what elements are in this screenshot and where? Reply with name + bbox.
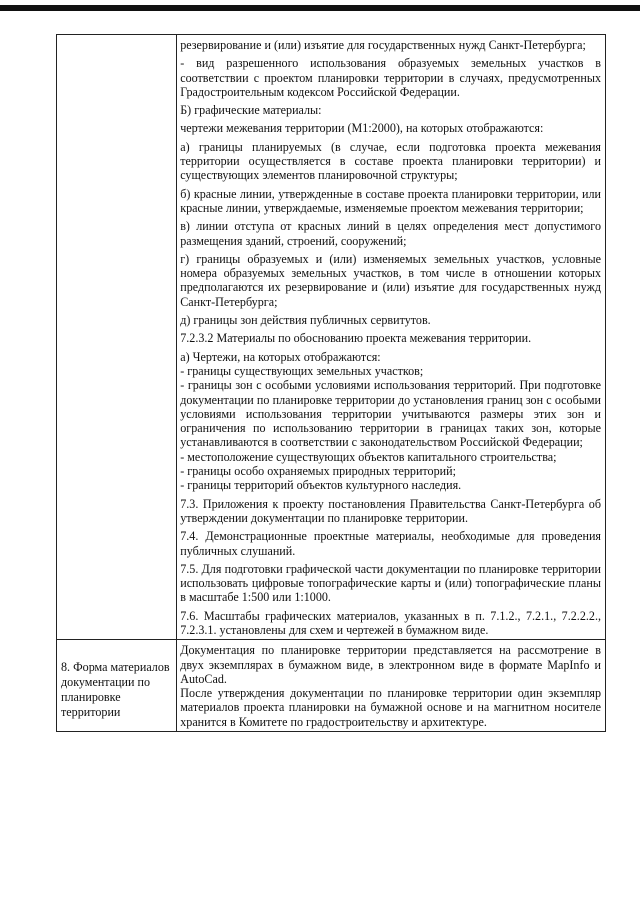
paragraph: - вид разрешенного использования образуемых земельных участков в соответствии с проектом планировки территории в случаях, предусмотренных Градостроительным кодексом Российской Федерации. — [180, 56, 601, 99]
paragraph: Б) графические материалы: — [180, 103, 322, 118]
terms-table — [56, 34, 606, 732]
paragraph: резервирование и (или) изъятие для государственных нужд Санкт-Петербурга; — [180, 38, 586, 52]
header-rule — [0, 5, 640, 11]
list-item: - границы существующих земельных участков; — [180, 363, 424, 378]
paragraph: 7.5. Для подготовки графической части документации по планировке территории использовать цифровые топографические карты и (или) топографические планы в масштабе 1:500 или 1:1000. — [180, 561, 601, 605]
section-heading: 7.2.3.2 Материалы по обоснованию проекта межевания территории. — [180, 331, 532, 346]
row-content-cell — [177, 35, 606, 640]
paragraph: чертежи межевания территории (М1:2000), на которых отображаются: — [180, 121, 544, 136]
paragraph: После утверждения документации по планировке территории один экземпляр материалов проекта планировки на бумажной основе и на магнитном носителе хранится в Комитете по градостроительству и архитектуре. — [180, 686, 601, 729]
list-item: - границы зон с особыми условиями использования территорий. При подготовке документации по планировке территории до установления границ зон с особыми условиями использования территории учитываются размеры этих зон и ограничения по использованию территории в границах таких зон, которые устанавливаются в соответствии с законодательством Российской Федерации; — [180, 378, 601, 450]
list-item: - границы территорий объектов культурного наследия. — [180, 478, 462, 493]
table-row — [57, 640, 606, 732]
paragraph: в) линии отступа от красных линий в целях определения мест допустимого размещения зданий, строений, сооружений; — [180, 219, 601, 248]
paragraph: г) границы образуемых и (или) изменяемых земельных участков, условные номера образуемых земельных участков, в том числе в отношении которых предполагаются их резервирование и (или) изъятие для государственных нужд Санкт-Петербурга; — [180, 251, 601, 309]
row-label-cell — [57, 35, 177, 640]
list-item: - границы особо охраняемых природных территорий; — [180, 464, 456, 479]
row-label: 8. Форма материалов документации по планировке территории — [61, 660, 170, 720]
paragraph: Документация по планировке территории представляется на рассмотрение в двух экземплярах в бумажном виде, в электронном виде в формате MapInfo и AutoCad. — [180, 643, 601, 686]
paragraph: а) Чертежи, на которых отображаются: — [180, 349, 381, 364]
paragraph: а) границы планируемых (в случае, если подготовка проекта межевания территории осуществляется в составе проекта планировки территории) и существующих элементов планировочной структуры; — [180, 139, 601, 183]
row-label-cell — [57, 640, 177, 732]
paragraph: 7.4. Демонстрационные проектные материалы, необходимые для проведения публичных слушаний. — [180, 529, 601, 558]
paragraph: 7.3. Приложения к проекту постановления Правительства Санкт-Петербурга об утверждении документации по планировке территории. — [180, 496, 601, 525]
paragraph: 7.6. Масштабы графических материалов, указанных в п. 7.1.2., 7.2.1., 7.2.2.2., 7.2.3.1. установлены для схем и чертежей в бумажном виде. — [180, 608, 601, 637]
row-label — [57, 35, 176, 55]
list-item: - местоположение существующих объектов капитального строительства; — [180, 449, 557, 464]
paragraph: б) красные линии, утвержденные в составе проекта планировки территории, или красные линии, утверждаемые, изменяемые проектом межевания территории; — [180, 186, 601, 215]
row-content-cell — [177, 640, 606, 732]
table-row — [57, 35, 606, 640]
paragraph: д) границы зон действия публичных сервитутов. — [180, 313, 431, 328]
